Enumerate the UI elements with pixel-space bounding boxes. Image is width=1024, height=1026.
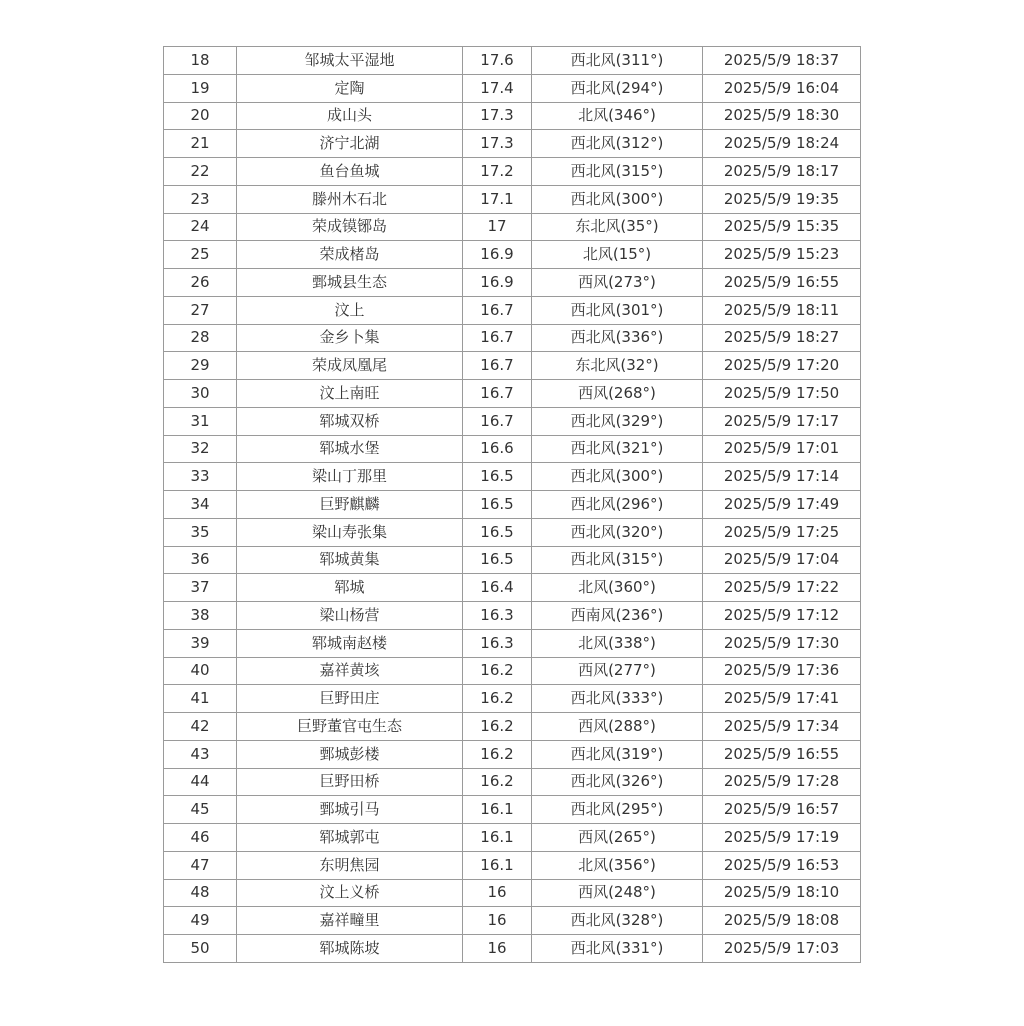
- wind-speed-cell: 16.1: [463, 824, 532, 852]
- rank-cell: 41: [164, 685, 237, 713]
- observation-time-cell: 2025/5/9 17:49: [703, 491, 861, 519]
- table-row: [164, 269, 861, 297]
- observation-time-cell: 2025/5/9 17:17: [703, 407, 861, 435]
- rank-cell: 19: [164, 74, 237, 102]
- wind-direction-cell: 东北风(35°): [532, 213, 703, 241]
- wind-speed-cell: 16.7: [463, 380, 532, 408]
- table-row: [164, 407, 861, 435]
- rank-cell: 27: [164, 296, 237, 324]
- rank-cell: 31: [164, 407, 237, 435]
- station-name-cell: 成山头: [237, 102, 463, 130]
- rank-cell: 29: [164, 352, 237, 380]
- wind-speed-cell: 16.7: [463, 407, 532, 435]
- station-name-cell: 郓城郭屯: [237, 824, 463, 852]
- wind-direction-cell: 西风(288°): [532, 713, 703, 741]
- wind-direction-cell: 西风(248°): [532, 879, 703, 907]
- observation-time-cell: 2025/5/9 17:28: [703, 768, 861, 796]
- wind-speed-cell: 16.2: [463, 740, 532, 768]
- station-name-cell: 济宁北湖: [237, 130, 463, 158]
- table-row: [164, 352, 861, 380]
- wind-direction-cell: 西北风(296°): [532, 491, 703, 519]
- rank-cell: 43: [164, 740, 237, 768]
- wind-direction-cell: 北风(15°): [532, 241, 703, 269]
- table-row: [164, 907, 861, 935]
- table-row: [164, 740, 861, 768]
- wind-speed-cell: 16.5: [463, 463, 532, 491]
- station-name-cell: 郓城水堡: [237, 435, 463, 463]
- table-row: [164, 380, 861, 408]
- station-name-cell: 巨野田庄: [237, 685, 463, 713]
- wind-speed-cell: 16.6: [463, 435, 532, 463]
- observation-time-cell: 2025/5/9 16:57: [703, 796, 861, 824]
- observation-time-cell: 2025/5/9 16:04: [703, 74, 861, 102]
- observation-time-cell: 2025/5/9 18:11: [703, 296, 861, 324]
- station-name-cell: 金乡卜集: [237, 324, 463, 352]
- wind-speed-cell: 17.4: [463, 74, 532, 102]
- table-row: [164, 935, 861, 963]
- rank-cell: 23: [164, 185, 237, 213]
- wind-direction-cell: 西北风(331°): [532, 935, 703, 963]
- wind-direction-cell: 西北风(312°): [532, 130, 703, 158]
- wind-speed-cell: 16.5: [463, 491, 532, 519]
- wind-speed-cell: 16.2: [463, 768, 532, 796]
- wind-speed-cell: 16.7: [463, 296, 532, 324]
- observation-time-cell: 2025/5/9 18:37: [703, 47, 861, 75]
- observation-time-cell: 2025/5/9 17:36: [703, 657, 861, 685]
- rank-cell: 35: [164, 518, 237, 546]
- wind-direction-cell: 西北风(315°): [532, 546, 703, 574]
- station-name-cell: 定陶: [237, 74, 463, 102]
- wind-speed-cell: 16.2: [463, 713, 532, 741]
- station-name-cell: 嘉祥黄垓: [237, 657, 463, 685]
- wind-direction-cell: 西北风(319°): [532, 740, 703, 768]
- station-name-cell: 巨野董官屯生态: [237, 713, 463, 741]
- table-row: [164, 158, 861, 186]
- wind-speed-cell: 16.9: [463, 269, 532, 297]
- wind-direction-cell: 西南风(236°): [532, 602, 703, 630]
- rank-cell: 39: [164, 629, 237, 657]
- wind-speed-cell: 16.2: [463, 657, 532, 685]
- wind-direction-cell: 西北风(300°): [532, 185, 703, 213]
- wind-speed-cell: 17.3: [463, 102, 532, 130]
- table-row: [164, 213, 861, 241]
- station-name-cell: 梁山寿张集: [237, 518, 463, 546]
- station-name-cell: 邹城太平湿地: [237, 47, 463, 75]
- rank-cell: 50: [164, 935, 237, 963]
- wind-direction-cell: 西北风(300°): [532, 463, 703, 491]
- table-row: [164, 657, 861, 685]
- wind-speed-cell: 16.7: [463, 324, 532, 352]
- wind-direction-cell: 西风(273°): [532, 269, 703, 297]
- rank-cell: 49: [164, 907, 237, 935]
- wind-speed-cell: 17.6: [463, 47, 532, 75]
- table-row: [164, 463, 861, 491]
- wind-speed-cell: 16.1: [463, 851, 532, 879]
- rank-cell: 25: [164, 241, 237, 269]
- station-name-cell: 梁山丁那里: [237, 463, 463, 491]
- wind-direction-cell: 西北风(321°): [532, 435, 703, 463]
- rank-cell: 38: [164, 602, 237, 630]
- wind-speed-cell: 17.2: [463, 158, 532, 186]
- rank-cell: 28: [164, 324, 237, 352]
- rank-cell: 18: [164, 47, 237, 75]
- station-name-cell: 汶上义桥: [237, 879, 463, 907]
- observation-time-cell: 2025/5/9 16:53: [703, 851, 861, 879]
- wind-direction-cell: 北风(360°): [532, 574, 703, 602]
- rank-cell: 36: [164, 546, 237, 574]
- observation-time-cell: 2025/5/9 17:14: [703, 463, 861, 491]
- station-name-cell: 梁山杨营: [237, 602, 463, 630]
- rank-cell: 48: [164, 879, 237, 907]
- rank-cell: 37: [164, 574, 237, 602]
- station-name-cell: 郓城双桥: [237, 407, 463, 435]
- observation-time-cell: 2025/5/9 18:08: [703, 907, 861, 935]
- table-row: [164, 491, 861, 519]
- wind-direction-cell: 西北风(336°): [532, 324, 703, 352]
- table-body: [164, 47, 861, 963]
- table-row: [164, 74, 861, 102]
- wind-direction-cell: 西风(277°): [532, 657, 703, 685]
- wind-speed-cell: 16: [463, 907, 532, 935]
- wind-speed-cell: 17: [463, 213, 532, 241]
- station-name-cell: 东明焦园: [237, 851, 463, 879]
- wind-speed-cell: 16: [463, 879, 532, 907]
- station-name-cell: 嘉祥疃里: [237, 907, 463, 935]
- rank-cell: 33: [164, 463, 237, 491]
- wind-direction-cell: 西北风(328°): [532, 907, 703, 935]
- station-name-cell: 巨野麒麟: [237, 491, 463, 519]
- wind-direction-cell: 西北风(326°): [532, 768, 703, 796]
- table-row: [164, 102, 861, 130]
- wind-speed-cell: 17.3: [463, 130, 532, 158]
- rank-cell: 42: [164, 713, 237, 741]
- rank-cell: 34: [164, 491, 237, 519]
- rank-cell: 30: [164, 380, 237, 408]
- wind-direction-cell: 西北风(320°): [532, 518, 703, 546]
- table-row: [164, 824, 861, 852]
- rank-cell: 45: [164, 796, 237, 824]
- station-name-cell: 滕州木石北: [237, 185, 463, 213]
- observation-time-cell: 2025/5/9 17:50: [703, 380, 861, 408]
- wind-speed-cell: 16.3: [463, 602, 532, 630]
- wind-direction-cell: 西北风(295°): [532, 796, 703, 824]
- rank-cell: 32: [164, 435, 237, 463]
- table-row: [164, 47, 861, 75]
- observation-time-cell: 2025/5/9 17:20: [703, 352, 861, 380]
- rank-cell: 24: [164, 213, 237, 241]
- rank-cell: 21: [164, 130, 237, 158]
- wind-direction-cell: 北风(356°): [532, 851, 703, 879]
- wind-speed-cell: 16.1: [463, 796, 532, 824]
- rank-cell: 47: [164, 851, 237, 879]
- station-name-cell: 巨野田桥: [237, 768, 463, 796]
- station-name-cell: 荣成镆铘岛: [237, 213, 463, 241]
- table-row: [164, 796, 861, 824]
- observation-time-cell: 2025/5/9 17:01: [703, 435, 861, 463]
- wind-speed-cell: 16.5: [463, 546, 532, 574]
- station-name-cell: 郓城黄集: [237, 546, 463, 574]
- table-row: [164, 518, 861, 546]
- observation-time-cell: 2025/5/9 16:55: [703, 269, 861, 297]
- observation-time-cell: 2025/5/9 17:22: [703, 574, 861, 602]
- rank-cell: 44: [164, 768, 237, 796]
- wind-speed-cell: 16.9: [463, 241, 532, 269]
- wind-direction-cell: 北风(346°): [532, 102, 703, 130]
- wind-direction-cell: 西北风(311°): [532, 47, 703, 75]
- observation-time-cell: 2025/5/9 17:30: [703, 629, 861, 657]
- wind-speed-cell: 16.3: [463, 629, 532, 657]
- wind-speed-cell: 16: [463, 935, 532, 963]
- wind-direction-cell: 西北风(329°): [532, 407, 703, 435]
- station-name-cell: 鄄城彭楼: [237, 740, 463, 768]
- observation-time-cell: 2025/5/9 17:12: [703, 602, 861, 630]
- table-row: [164, 685, 861, 713]
- wind-direction-cell: 西北风(294°): [532, 74, 703, 102]
- table-row: [164, 851, 861, 879]
- wind-direction-cell: 西风(265°): [532, 824, 703, 852]
- station-name-cell: 鄄城引马: [237, 796, 463, 824]
- table-row: [164, 296, 861, 324]
- table-row: [164, 713, 861, 741]
- wind-direction-cell: 西风(268°): [532, 380, 703, 408]
- rank-cell: 40: [164, 657, 237, 685]
- observation-time-cell: 2025/5/9 17:03: [703, 935, 861, 963]
- wind-direction-cell: 西北风(333°): [532, 685, 703, 713]
- table-row: [164, 629, 861, 657]
- station-name-cell: 郓城陈坡: [237, 935, 463, 963]
- table-row: [164, 879, 861, 907]
- rank-cell: 20: [164, 102, 237, 130]
- table-row: [164, 185, 861, 213]
- observation-time-cell: 2025/5/9 15:35: [703, 213, 861, 241]
- station-name-cell: 郓城: [237, 574, 463, 602]
- table-row: [164, 546, 861, 574]
- rank-cell: 46: [164, 824, 237, 852]
- wind-direction-cell: 西北风(301°): [532, 296, 703, 324]
- observation-time-cell: 2025/5/9 18:24: [703, 130, 861, 158]
- wind-speed-cell: 16.5: [463, 518, 532, 546]
- table-row: [164, 768, 861, 796]
- station-name-cell: 鱼台鱼城: [237, 158, 463, 186]
- rank-cell: 26: [164, 269, 237, 297]
- table-row: [164, 574, 861, 602]
- wind-speed-cell: 16.2: [463, 685, 532, 713]
- observation-time-cell: 2025/5/9 15:23: [703, 241, 861, 269]
- station-name-cell: 荣成楮岛: [237, 241, 463, 269]
- table-row: [164, 435, 861, 463]
- table-row: [164, 130, 861, 158]
- observation-time-cell: 2025/5/9 17:41: [703, 685, 861, 713]
- observation-time-cell: 2025/5/9 18:17: [703, 158, 861, 186]
- station-name-cell: 郓城南赵楼: [237, 629, 463, 657]
- rank-cell: 22: [164, 158, 237, 186]
- observation-time-cell: 2025/5/9 19:35: [703, 185, 861, 213]
- observation-time-cell: 2025/5/9 17:25: [703, 518, 861, 546]
- station-name-cell: 荣成凤凰尾: [237, 352, 463, 380]
- table-row: [164, 324, 861, 352]
- observation-time-cell: 2025/5/9 18:30: [703, 102, 861, 130]
- wind-speed-cell: 17.1: [463, 185, 532, 213]
- observation-time-cell: 2025/5/9 18:10: [703, 879, 861, 907]
- station-name-cell: 汶上: [237, 296, 463, 324]
- observation-time-cell: 2025/5/9 17:19: [703, 824, 861, 852]
- wind-direction-cell: 东北风(32°): [532, 352, 703, 380]
- wind-direction-cell: 北风(338°): [532, 629, 703, 657]
- station-name-cell: 鄄城县生态: [237, 269, 463, 297]
- wind-speed-cell: 16.4: [463, 574, 532, 602]
- table-row: [164, 602, 861, 630]
- observation-time-cell: 2025/5/9 18:27: [703, 324, 861, 352]
- wind-direction-cell: 西北风(315°): [532, 158, 703, 186]
- wind-ranking-table: [163, 46, 861, 963]
- observation-time-cell: 2025/5/9 16:55: [703, 740, 861, 768]
- table-row: [164, 241, 861, 269]
- wind-speed-cell: 16.7: [463, 352, 532, 380]
- observation-time-cell: 2025/5/9 17:04: [703, 546, 861, 574]
- observation-time-cell: 2025/5/9 17:34: [703, 713, 861, 741]
- station-name-cell: 汶上南旺: [237, 380, 463, 408]
